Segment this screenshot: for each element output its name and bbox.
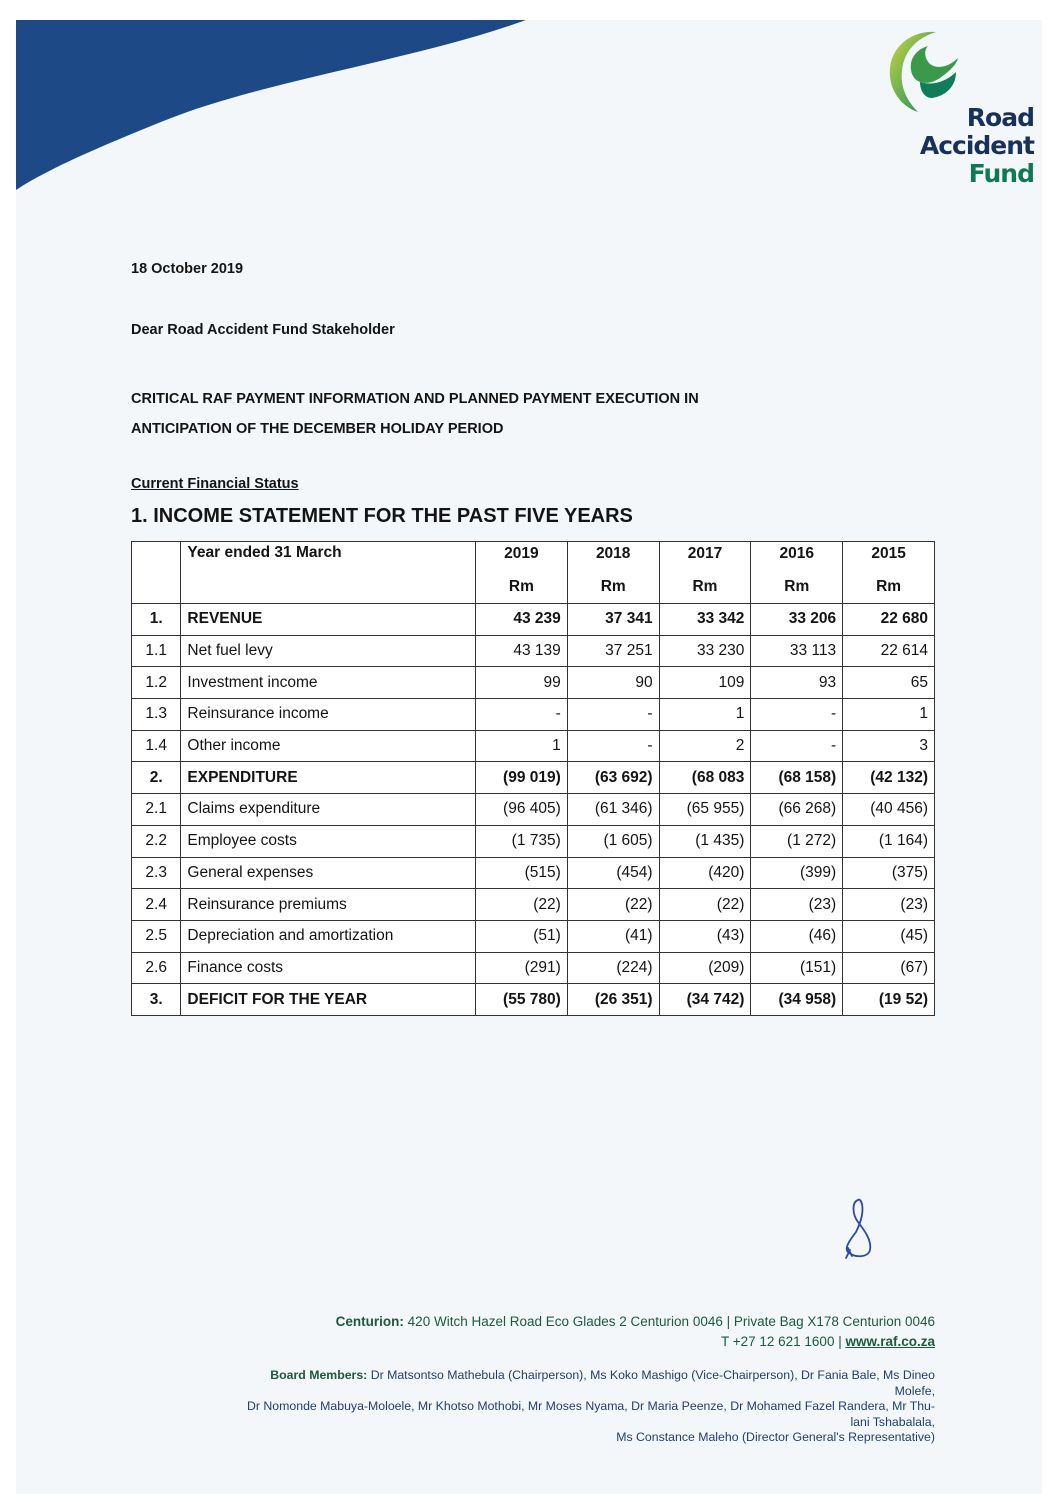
section-heading: Current Financial Status: [131, 476, 299, 492]
row-value: -: [475, 699, 567, 731]
table-row: [132, 794, 935, 826]
income-statement-table: [131, 541, 935, 1016]
row-number: 1.4: [132, 730, 181, 762]
row-value: 33 230: [659, 635, 751, 667]
income-table-body: [132, 604, 935, 1016]
row-value: (66 268): [751, 794, 843, 826]
address-text: 420 Witch Hazel Road Eco Glades 2 Centurion 0046 | Private Bag X178 Centurion 0046: [403, 1314, 935, 1329]
row-value: (45): [843, 920, 935, 952]
header-year: 2016: [751, 542, 843, 573]
row-value: 43 239: [475, 604, 567, 636]
table-row: [132, 889, 935, 921]
row-label: Net fuel levy: [181, 635, 476, 667]
row-value: 2: [659, 730, 751, 762]
row-label: Other income: [181, 730, 476, 762]
row-value: (43): [659, 920, 751, 952]
table-row: [132, 952, 935, 984]
row-value: 3: [843, 730, 935, 762]
subject-line-1: CRITICAL RAF PAYMENT INFORMATION AND PLANNED PAYMENT EXECUTION IN: [131, 391, 699, 407]
logo-text-road: Road: [966, 103, 1034, 132]
row-value: (1 164): [843, 825, 935, 857]
header-unit: Rm: [659, 573, 751, 604]
row-value: 22 614: [843, 635, 935, 667]
row-value: 1: [475, 730, 567, 762]
row-number: 2.: [132, 762, 181, 794]
phone-text: T +27 12 621 1600 |: [720, 1334, 846, 1349]
row-value: (99 019): [475, 762, 567, 794]
row-value: (375): [843, 857, 935, 889]
row-value: (63 692): [567, 762, 659, 794]
header-unit: Rm: [475, 573, 567, 604]
row-value: (34 958): [751, 984, 843, 1016]
row-value: 90: [567, 667, 659, 699]
subject-line-2: ANTICIPATION OF THE DECEMBER HOLIDAY PERIOD: [131, 421, 504, 437]
row-value: (41): [567, 920, 659, 952]
row-value: (224): [567, 952, 659, 984]
table-row: [132, 730, 935, 762]
row-value: 1: [659, 699, 751, 731]
header-year: 2017: [659, 542, 751, 573]
row-number: 1.: [132, 604, 181, 636]
row-value: (291): [475, 952, 567, 984]
logo-text-accident: Accident: [919, 131, 1034, 160]
row-value: (19 52): [843, 984, 935, 1016]
table-row: [132, 604, 935, 636]
row-label: Finance costs: [181, 952, 476, 984]
header-year: 2019: [475, 542, 567, 573]
row-value: 37 341: [567, 604, 659, 636]
header-unit: Rm: [567, 573, 659, 604]
row-value: (46): [751, 920, 843, 952]
row-label: General expenses: [181, 857, 476, 889]
row-value: (454): [567, 857, 659, 889]
table-row: [132, 825, 935, 857]
row-value: 37 251: [567, 635, 659, 667]
row-value: (23): [751, 889, 843, 921]
row-value: -: [567, 730, 659, 762]
row-value: -: [751, 730, 843, 762]
row-value: (68 158): [751, 762, 843, 794]
row-value: (22): [475, 889, 567, 921]
row-label: EXPENDITURE: [181, 762, 476, 794]
subject-heading: [131, 384, 891, 444]
website-link[interactable]: www.raf.co.za: [845, 1334, 935, 1349]
table-header-row-years: [132, 542, 935, 573]
row-value: 33 206: [751, 604, 843, 636]
row-value: (23): [843, 889, 935, 921]
logo-text-fund: Fund: [968, 159, 1034, 188]
row-label: Investment income: [181, 667, 476, 699]
row-value: 65: [843, 667, 935, 699]
header-year: 2018: [567, 542, 659, 573]
row-value: (65 955): [659, 794, 751, 826]
table-row: [132, 699, 935, 731]
table-row: [132, 984, 935, 1016]
raf-logo: [884, 28, 1034, 188]
row-value: 22 680: [843, 604, 935, 636]
row-value: (420): [659, 857, 751, 889]
row-value: (51): [475, 920, 567, 952]
header-unit: Rm: [843, 573, 935, 604]
row-number: 2.1: [132, 794, 181, 826]
table-row: [132, 667, 935, 699]
row-number: 2.6: [132, 952, 181, 984]
row-value: (209): [659, 952, 751, 984]
salutation: Dear Road Accident Fund Stakeholder: [131, 322, 395, 338]
board-line-2: Molefe,: [894, 1383, 935, 1398]
row-value: -: [751, 699, 843, 731]
row-value: (67): [843, 952, 935, 984]
row-label: Claims expenditure: [181, 794, 476, 826]
row-value: 33 113: [751, 635, 843, 667]
row-label: Employee costs: [181, 825, 476, 857]
row-value: (151): [751, 952, 843, 984]
row-value: (61 346): [567, 794, 659, 826]
row-value: (515): [475, 857, 567, 889]
row-number: 1.3: [132, 699, 181, 731]
letter-date: 18 October 2019: [131, 261, 244, 277]
row-value: 93: [751, 667, 843, 699]
row-number: 2.4: [132, 889, 181, 921]
row-number: 2.2: [132, 825, 181, 857]
row-label: Reinsurance income: [181, 699, 476, 731]
row-value: -: [567, 699, 659, 731]
row-value: (68 083: [659, 762, 751, 794]
board-line-1: Dr Matsontso Mathebula (Chairperson), Ms Koko Mashigo (Vice-Chairperson), Dr Fania Bale, Ms Dineo: [367, 1368, 935, 1382]
row-value: (1 272): [751, 825, 843, 857]
row-value: (1 435): [659, 825, 751, 857]
footer-address: [336, 1312, 935, 1352]
row-value: (22): [567, 889, 659, 921]
row-value: 109: [659, 667, 751, 699]
header-num-cell: [132, 542, 181, 604]
row-value: (1 605): [567, 825, 659, 857]
address-label: Centurion:: [335, 1314, 404, 1329]
table-title: 1. INCOME STATEMENT FOR THE PAST FIVE YEARS: [131, 505, 633, 527]
board-line-4: lani Tshabalala,: [850, 1414, 935, 1429]
row-number: 1.1: [132, 635, 181, 667]
row-number: 3.: [132, 984, 181, 1016]
header-swoosh-graphic: [16, 20, 526, 190]
row-value: (399): [751, 857, 843, 889]
row-value: (42 132): [843, 762, 935, 794]
row-number: 2.5: [132, 920, 181, 952]
row-value: (40 456): [843, 794, 935, 826]
footer-board-members: [130, 1368, 935, 1446]
signature: [830, 1196, 890, 1266]
table-row: [132, 635, 935, 667]
row-value: (34 742): [659, 984, 751, 1016]
table-row: [132, 762, 935, 794]
row-label: DEFICIT FOR THE YEAR: [181, 984, 476, 1016]
header-label-cell: Year ended 31 March: [181, 542, 476, 604]
row-number: 2.3: [132, 857, 181, 889]
row-value: (55 780): [475, 984, 567, 1016]
row-value: 99: [475, 667, 567, 699]
row-label: Reinsurance premiums: [181, 889, 476, 921]
board-line-5: Ms Constance Maleho (Director General's Representative): [616, 1430, 935, 1444]
row-value: 33 342: [659, 604, 751, 636]
header-year: 2015: [843, 542, 935, 573]
header-unit: Rm: [751, 573, 843, 604]
row-value: 43 139: [475, 635, 567, 667]
row-value: (22): [659, 889, 751, 921]
row-value: (96 405): [475, 794, 567, 826]
row-value: 1: [843, 699, 935, 731]
board-label: Board Members:: [270, 1368, 368, 1382]
row-number: 1.2: [132, 667, 181, 699]
row-label: Depreciation and amortization: [181, 920, 476, 952]
row-value: (1 735): [475, 825, 567, 857]
row-value: (26 351): [567, 984, 659, 1016]
table-row: [132, 857, 935, 889]
board-line-3: Dr Nomonde Mabuya-Moloele, Mr Khotso Mothobi, Mr Moses Nyama, Dr Maria Peenze, Dr Mohamed Fazel Randera, Mr Thu-: [247, 1399, 935, 1413]
row-label: REVENUE: [181, 604, 476, 636]
table-row: [132, 920, 935, 952]
